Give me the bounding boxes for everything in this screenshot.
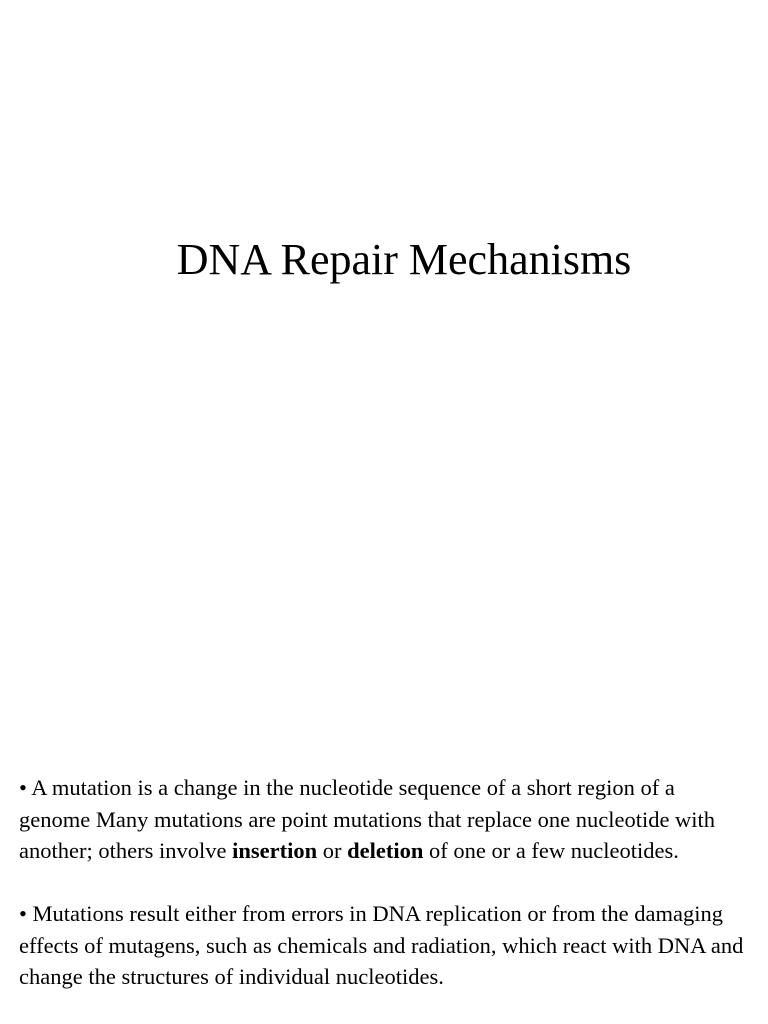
- bold-term-insertion: insertion: [232, 838, 318, 863]
- bold-term-deletion: deletion: [347, 838, 424, 863]
- slide-title: DNA Repair Mechanisms: [176, 235, 632, 284]
- text-segment: A mutation is a change in the nucleotide sequence of a short region of a genome Many mutations are point mutations that replace one nucleotide with another; others involve: [19, 775, 716, 863]
- paragraph-mutation-definition: [19, 772, 749, 867]
- text-segment: of one or a few nucleotides.: [423, 838, 679, 863]
- body-text: [19, 772, 749, 1024]
- text-segment: Mutations result either from errors in DNA replication or from the damaging effects of mutagens, such as chemicals and radiation, which react with DNA and change the structures of individual nucleotides.: [19, 901, 744, 989]
- paragraph-mutation-causes: [19, 898, 749, 993]
- text-segment: or: [317, 838, 348, 863]
- bullet: •: [19, 775, 27, 800]
- bullet: •: [19, 901, 27, 926]
